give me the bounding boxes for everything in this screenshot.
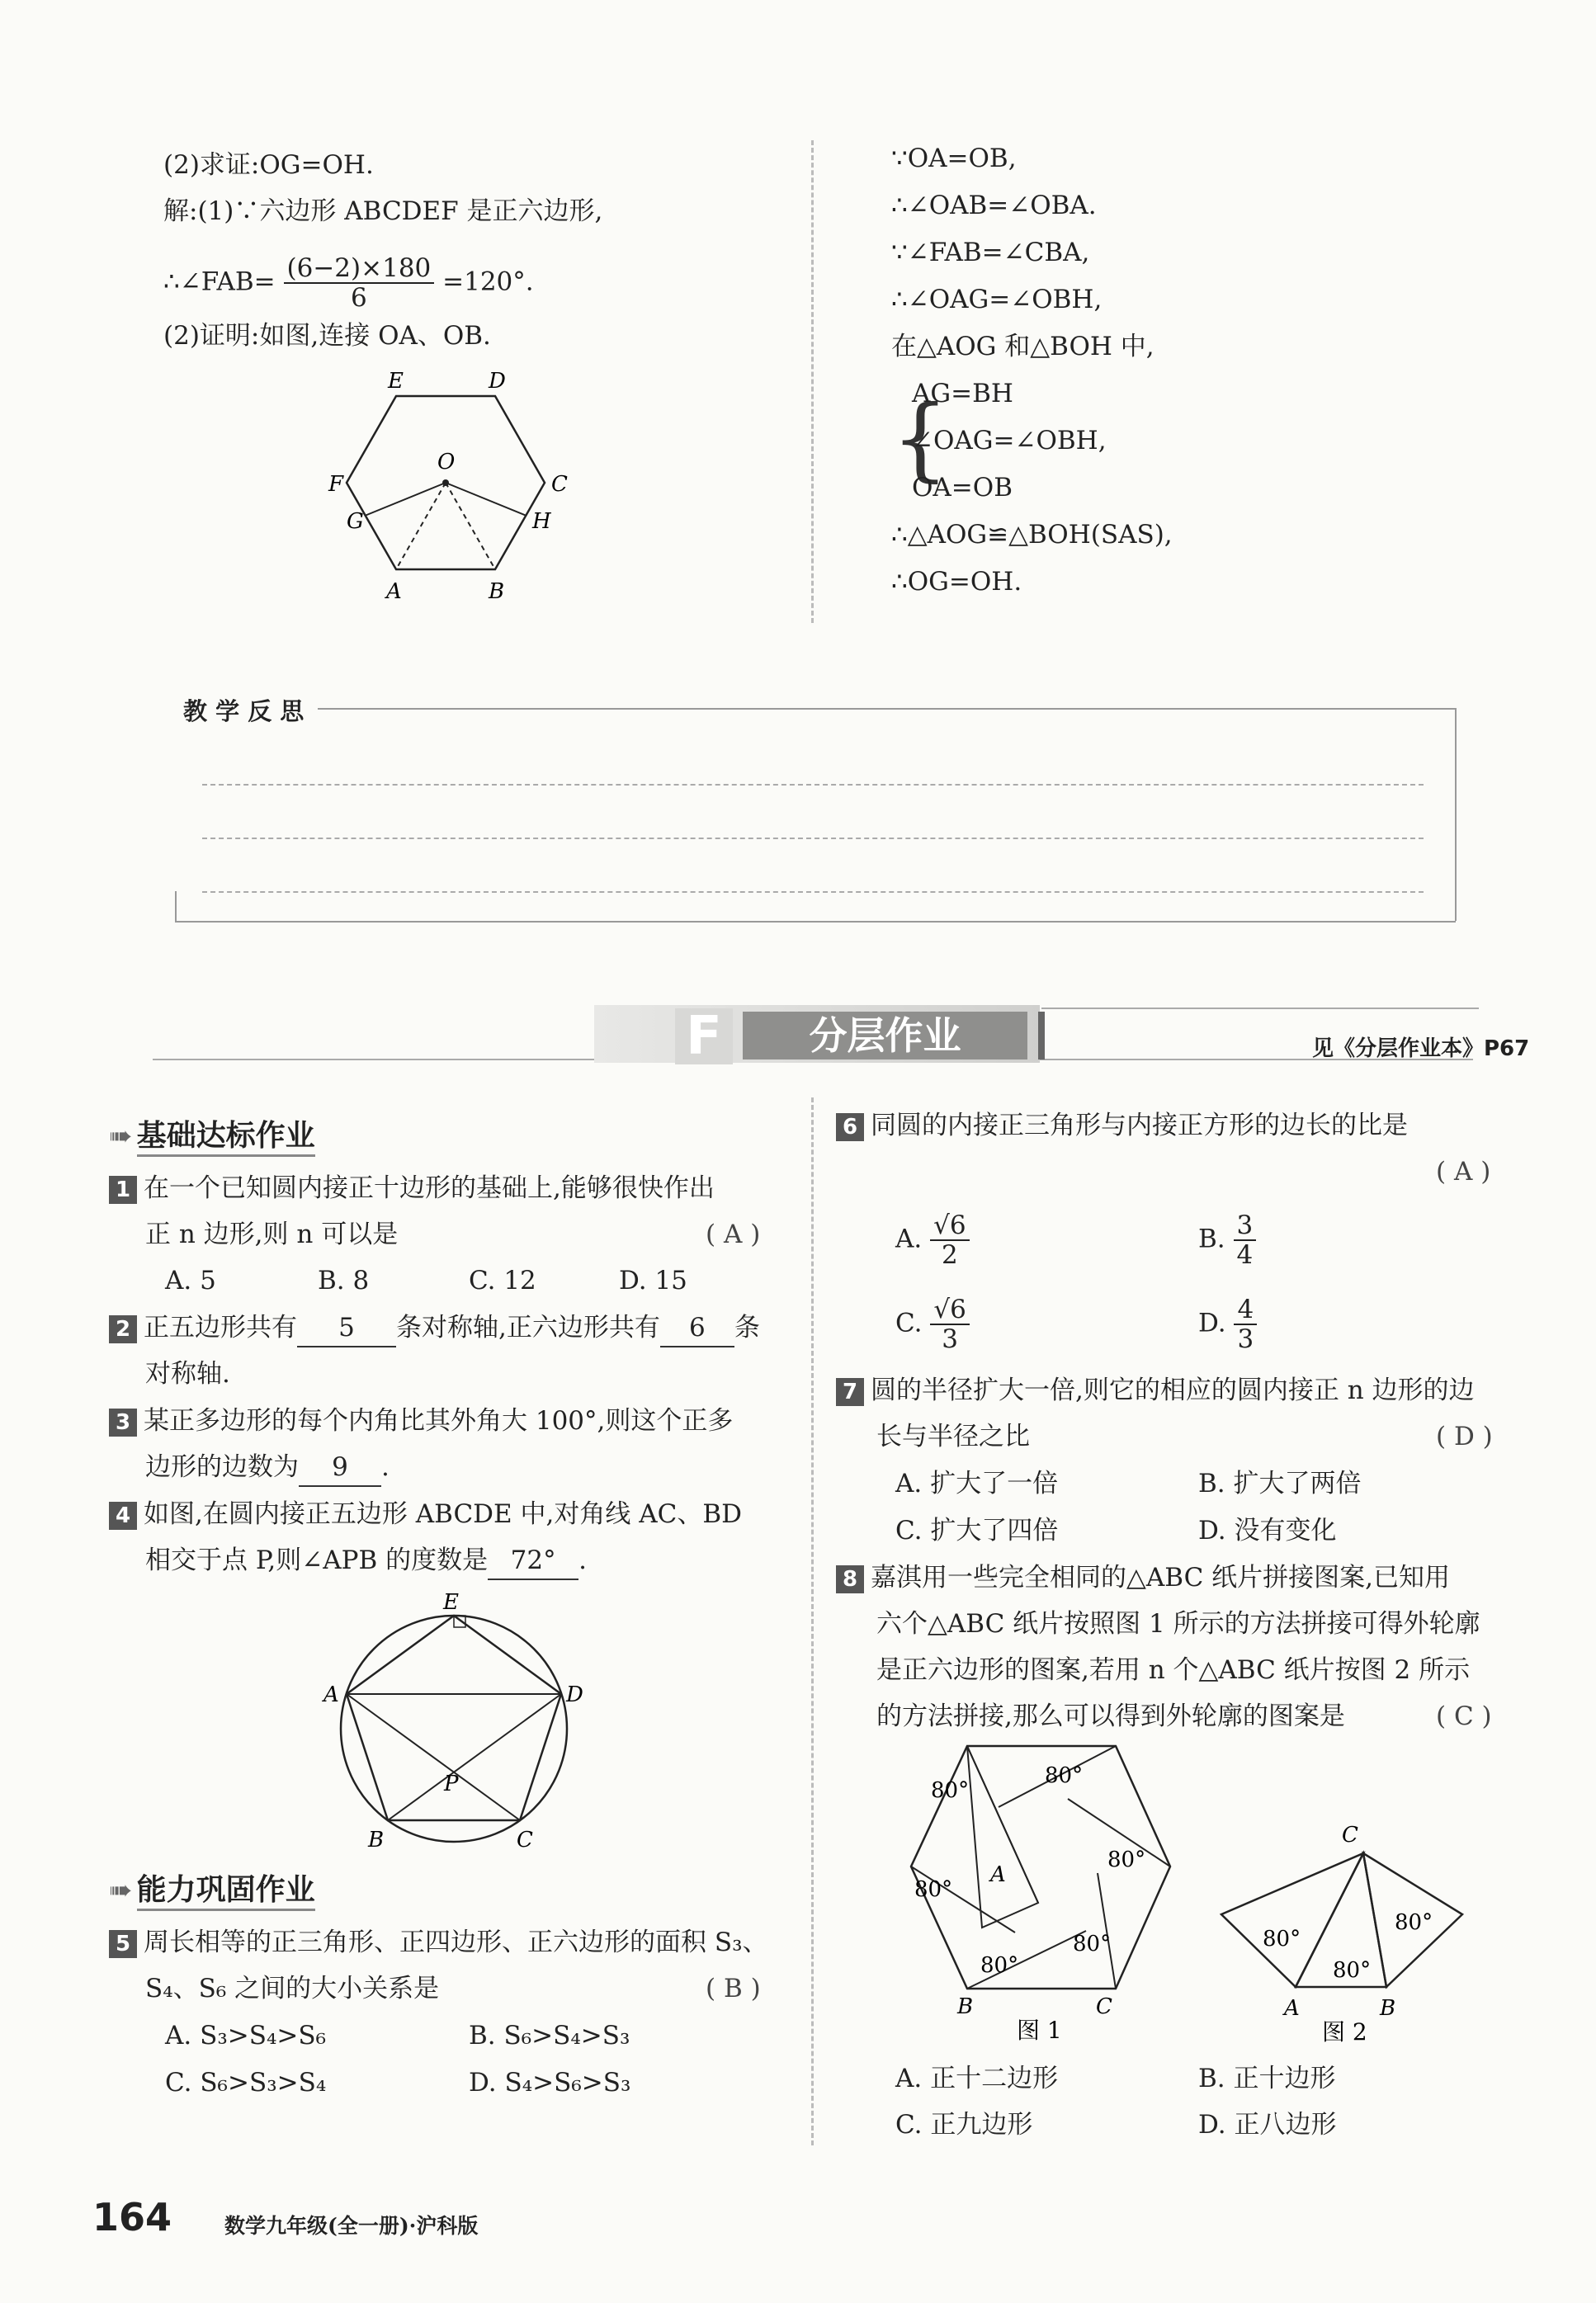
angle-label: 80°: [1395, 1910, 1433, 1935]
fraction-denominator: 6: [351, 283, 367, 313]
system-line-3: OA=OB: [912, 473, 1013, 503]
banner-title: 分层作业: [743, 1012, 1027, 1059]
q2-line-2: 对称轴.: [145, 1359, 230, 1389]
q6-line-1: 6 同圆的内接正三角形与内接正方形的边长的比是: [836, 1107, 1408, 1144]
page-number: 164: [92, 2195, 172, 2239]
q6-option-d: D. $\frac{4}{3}$: [1198, 1295, 1257, 1353]
figure-1: [891, 1741, 1188, 2046]
banner-bar: [1038, 1012, 1045, 1059]
q7-option-d: D. 没有变化: [1198, 1516, 1337, 1546]
q1-option-b: B. 8: [318, 1266, 370, 1295]
label-D: D: [566, 1682, 583, 1707]
q8-line-4: 的方法拼接,那么可以得到外轮廓的图案是: [876, 1701, 1345, 1731]
q8-answer: ( C ): [1436, 1701, 1492, 1731]
solution-line-2: ∴∠FAB= $\frac{(6-2)\times 180}{6}$ =120°.: [163, 253, 534, 313]
q7-option-b: B. 扩大了两倍: [1198, 1469, 1362, 1498]
q1-option-d: D. 15: [619, 1266, 687, 1295]
q4-blank: 72°: [488, 1542, 578, 1580]
q1-line-2: 正 n 边形,则 n 可以是: [145, 1220, 399, 1249]
q2-prompt: (2)求证:OG=OH.: [163, 150, 374, 180]
reflection-title: 教 学 反 思: [183, 697, 305, 725]
label-C: C: [1096, 1994, 1112, 2019]
q7-option-c: C. 扩大了四倍: [895, 1516, 1059, 1546]
workbook-reference: 见《分层作业本》P67: [1312, 1036, 1530, 1061]
label-F: F: [328, 472, 344, 497]
q8-option-b: B. 正十边形: [1198, 2064, 1336, 2093]
section-basic-header: [109, 1112, 315, 1154]
label-A: A: [386, 579, 402, 604]
figure-1-caption: 图 1: [1017, 2017, 1062, 2044]
system-brace: {: [891, 385, 949, 491]
q8-line-3: 是正六边形的图案,若用 n 个△ABC 纸片按图 2 所示: [876, 1655, 1471, 1685]
reflection-left-border: [175, 891, 177, 921]
figure-2: [1213, 1807, 1485, 2055]
solution-line-3: (2)证明:如图,连接 OA、OB.: [163, 321, 491, 351]
angle-label: 80°: [1073, 1932, 1112, 1956]
label-E: E: [443, 1593, 459, 1615]
label-C: C: [1342, 1823, 1358, 1848]
q5-line-1: 5 周长相等的正三角形、正四边形、正六边形的面积 S₃、: [109, 1924, 768, 1961]
q5-line-2: S₄、S₆ 之间的大小关系是: [145, 1974, 440, 2003]
q2-blank-1: 5: [297, 1310, 396, 1347]
angle-label: 80°: [1333, 1958, 1372, 1983]
angle-label: 80°: [914, 1877, 953, 1902]
q1-option-a: A. 5: [165, 1266, 216, 1295]
label-A: A: [323, 1682, 339, 1707]
proof-line-5: 在△AOG 和△BOH 中,: [891, 332, 1155, 361]
column-divider-bottom: [811, 1097, 814, 2145]
q7-option-a: A. 扩大了一倍: [895, 1469, 1059, 1498]
label-B: B: [1380, 1996, 1396, 2021]
q6-answer: ( A ): [1436, 1157, 1491, 1187]
banner-letter-icon: F: [675, 1008, 733, 1064]
q3-line-1: 3 某正多边形的每个内角比其外角大 100°,则这个正多: [109, 1403, 733, 1439]
q8-line-2: 六个△ABC 纸片按照图 1 所示的方法拼接可得外轮廓: [876, 1609, 1480, 1639]
writing-line-2: [202, 838, 1424, 839]
q5-answer: ( B ): [706, 1974, 761, 2003]
label-B: B: [489, 579, 505, 604]
q2-blank-2: 6: [660, 1310, 734, 1347]
label-D: D: [489, 369, 506, 394]
label-C: C: [551, 472, 568, 497]
q5-option-a: A. S₃>S₄>S₆: [165, 2021, 327, 2051]
angle-label: 80°: [1263, 1927, 1301, 1951]
label-A: A: [1284, 1996, 1300, 2021]
q2-line-1: 2 正五边形共有 5 条对称轴,正六边形共有 6 条: [109, 1310, 760, 1347]
q8-option-d: D. 正八边形: [1198, 2110, 1337, 2140]
proof-line-2: ∴∠OAB=∠OBA.: [891, 191, 1097, 220]
label-B: B: [957, 1994, 974, 2019]
proof-line-4: ∴∠OAG=∠OBH,: [891, 285, 1103, 314]
q1-answer: ( A ): [706, 1220, 761, 1249]
q5-option-b: B. S₆>S₄>S₃: [469, 2021, 630, 2051]
book-title: 数学九年级(全一册)·沪科版: [224, 2214, 479, 2238]
q6-option-a: A. $\frac{√6}{2}$: [895, 1211, 970, 1269]
pentagon-figure: [322, 1593, 594, 1857]
q5-option-d: D. S₄>S₆>S₃: [469, 2068, 631, 2098]
label-B: B: [368, 1828, 385, 1852]
q5-option-c: C. S₆>S₃>S₄: [165, 2068, 327, 2098]
q4-line-2: 相交于点 P,则∠APB 的度数是 72° .: [145, 1542, 587, 1580]
system-line-2: ∠OAG=∠OBH,: [912, 426, 1107, 455]
angle-label: 80°: [1107, 1848, 1146, 1872]
label-P: P: [444, 1772, 459, 1796]
label-C: C: [517, 1828, 533, 1852]
conclusion-line-1: ∴△AOG≌△BOH(SAS),: [891, 520, 1173, 550]
angle-label: 80°: [980, 1953, 1019, 1978]
q6-option-c: C. $\frac{√6}{3}$: [895, 1295, 970, 1353]
hexagon-figure: [314, 363, 594, 619]
q8-line-1: 8 嘉淇用一些完全相同的△ABC 纸片拼接图案,已知用: [836, 1560, 1450, 1596]
q4-line-1: 4 如图,在圆内接正五边形 ABCDE 中,对角线 AC、BD: [109, 1496, 742, 1532]
label-O: O: [437, 450, 456, 474]
arrow-icon: ➠: [109, 1120, 133, 1153]
writing-line-1: [202, 784, 1424, 786]
angle-label: 80°: [931, 1778, 970, 1803]
section-ability-header: [109, 1866, 315, 1909]
q6-option-b: B. $\frac{3}{4}$: [1198, 1211, 1256, 1269]
section-basic-title: 基础达标作业: [137, 1119, 315, 1157]
writing-line-3: [202, 891, 1424, 893]
proof-line-1: ∵OA=OB,: [891, 144, 1017, 173]
arrow-icon: ➠: [109, 1874, 133, 1907]
q7-answer: ( D ): [1436, 1422, 1493, 1451]
figure-2-caption: 图 2: [1322, 2018, 1367, 2046]
label-H: H: [532, 509, 551, 534]
q7-line-1: 7 圆的半径扩大一倍,则它的相应的圆内接正 n 边形的边: [836, 1372, 1475, 1409]
label-A: A: [990, 1862, 1006, 1887]
q1-option-c: C. 12: [469, 1266, 536, 1295]
column-divider-top: [811, 140, 814, 623]
q8-option-a: A. 正十二边形: [895, 2064, 1059, 2093]
q7-line-2: 长与半径之比: [876, 1422, 1030, 1451]
system-line-1: AG=BH: [912, 379, 1013, 408]
q8-option-c: C. 正九边形: [895, 2110, 1033, 2140]
reflection-bottom-rule: [175, 921, 1456, 923]
conclusion-line-2: ∴OG=OH.: [891, 567, 1022, 597]
section-ability-title: 能力巩固作业: [137, 1873, 315, 1911]
proof-line-3: ∵∠FAB=∠CBA,: [891, 238, 1090, 267]
q1-line-1: 1 在一个已知圆内接正十边形的基础上,能够很快作出: [109, 1170, 715, 1206]
solution-line-1: 解:(1)∵六边形 ABCDEF 是正六边形,: [163, 196, 603, 226]
q3-blank: 9: [299, 1449, 381, 1487]
angle-label: 80°: [1045, 1763, 1084, 1788]
reflection-top-rule: [318, 708, 1455, 710]
label-G: G: [347, 509, 364, 534]
label-E: E: [388, 369, 404, 394]
banner-rule-right: [1041, 1008, 1479, 1009]
fraction-numerator: (6−2)×180: [284, 254, 435, 284]
q3-line-2: 边形的边数为 9 .: [145, 1449, 390, 1487]
reflection-right-border: [1455, 708, 1457, 921]
